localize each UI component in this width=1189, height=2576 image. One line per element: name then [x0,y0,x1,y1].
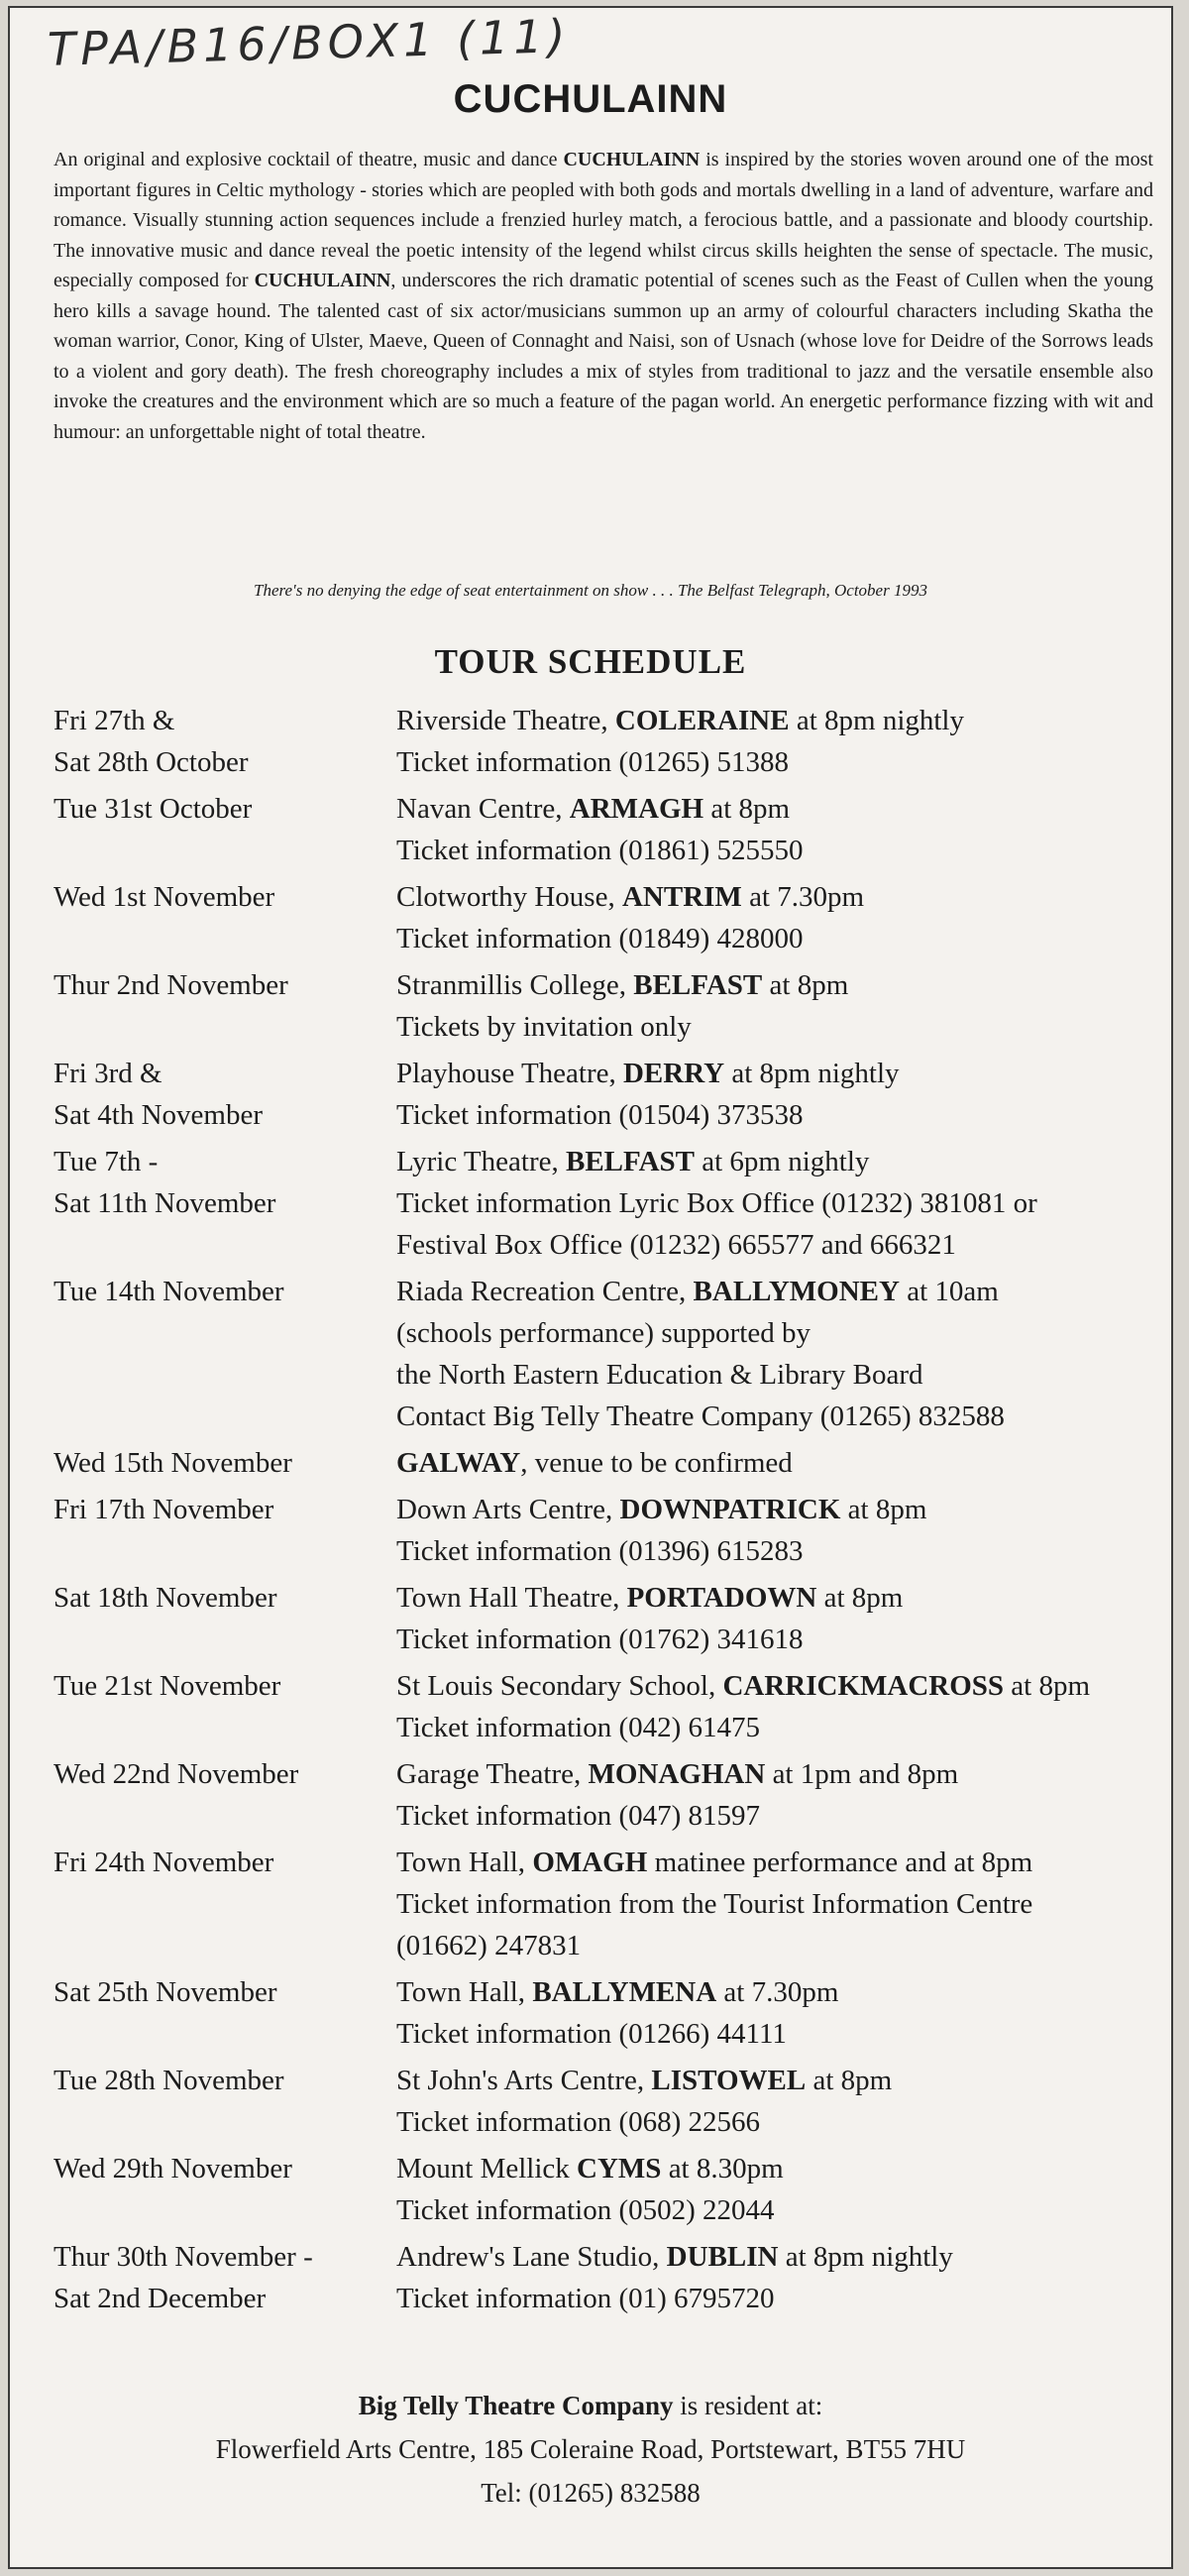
schedule-venue [396,1489,1163,1572]
venue-town: CARRICKMACROSS [722,1670,1005,1702]
venue-name: Town Hall, [396,1976,533,2008]
schedule-row [54,700,1163,783]
venue-name: St John's Arts Centre, [396,2065,652,2096]
venue-name: Town Hall Theatre, [396,1582,627,1614]
venue-name: St Louis Secondary School, [396,1670,723,1702]
venue-line [396,2148,1163,2189]
venue-line [396,2060,1163,2101]
venue-line [396,1577,1163,1619]
date-line: Wed 15th November [54,1447,292,1479]
ticket-info: Ticket information Lyric Box Office (01232) 381081 or [396,1187,1037,1219]
ticket-info: Ticket information (047) 81597 [396,1800,761,1832]
company-name: Big Telly Theatre Company [358,2391,674,2420]
date-line: Wed 1st November [54,881,275,913]
venue-town: DUBLIN [666,2241,779,2273]
venue-name: Playhouse Theatre, [396,1058,623,1089]
schedule-venue [396,1053,1163,1136]
venue-time: at 7.30pm [716,1976,839,2008]
venue-name: Andrew's Lane Studio, [396,2241,667,2273]
date-line: Tue 14th November [54,1276,284,1307]
date-line: Thur 2nd November [54,969,288,1001]
schedule-date [54,1971,396,2055]
schedule-date [54,876,396,959]
schedule-venue [396,2060,1163,2143]
venue-time: at 8pm nightly [724,1058,900,1089]
venue-time: at 8pm [806,2065,893,2096]
schedule-venue [396,1141,1163,1266]
date-line: Sat 25th November [54,1976,277,2008]
venue-name: Mount Mellick [396,2153,578,2184]
schedule-date [54,1665,396,1748]
ticket-info: Ticket information (01861) 525550 [396,835,804,866]
venue-line [396,2236,1163,2278]
ticket-info: Contact Big Telly Theatre Company (01265) 832588 [396,1400,1005,1432]
schedule-date [54,1577,396,1660]
venue-town: GALWAY [396,1447,521,1479]
venue-line [396,876,1163,918]
schedule-date [54,964,396,1048]
schedule-date [54,1271,396,1437]
footer-address: Flowerfield Arts Centre, 185 Coleraine Road, Portstewart, BT55 7HU [215,2434,966,2464]
schedule-date [54,2060,396,2143]
ticket-info: Ticket information (01504) 373538 [396,1099,804,1131]
venue-town: DERRY [622,1058,725,1089]
date-line: Sat 18th November [54,1582,277,1614]
venue-name: Riada Recreation Centre, [396,1276,694,1307]
venue-town: CYMS [577,2153,662,2184]
schedule-venue [396,1753,1163,1837]
ticket-info: Ticket information (01266) 44111 [396,2018,787,2050]
venue-time: at 7.30pm [741,881,865,913]
schedule-date [54,2148,396,2231]
schedule-venue [396,1971,1163,2055]
schedule-venue [396,964,1163,1048]
schedule-row [54,1053,1163,1136]
venue-name: Riverside Theatre, [396,705,615,736]
schedule-date [54,700,396,783]
blurb-text: An original and explosive cocktail of theatre, music and dance [54,149,564,170]
schedule-row [54,1141,1163,1266]
schedule-venue [396,876,1163,959]
venue-time: at 6pm nightly [695,1146,870,1177]
venue-town: DOWNPATRICK [619,1494,841,1525]
venue-line [396,1665,1163,1707]
schedule-venue [396,788,1163,871]
venue-town: BALLYMONEY [693,1276,900,1307]
tour-schedule [54,700,1163,2324]
schedule-venue [396,1442,1163,1484]
schedule-row [54,1971,1163,2055]
venue-line [396,1753,1163,1795]
venue-time: at 8pm nightly [778,2241,953,2273]
date-line: Tue 28th November [54,2065,284,2096]
venue-name: Garage Theatre, [396,1758,589,1790]
schedule-venue [396,2148,1163,2231]
schedule-venue [396,2236,1163,2319]
description-paragraph [54,145,1153,447]
venue-time: at 8.30pm [661,2153,784,2184]
schedule-date [54,2236,396,2319]
schedule-date [54,788,396,871]
schedule-row [54,788,1163,871]
date-line: Wed 22nd November [54,1758,299,1790]
ticket-info: Ticket information from the Tourist Information Centre [396,1888,1033,1920]
date-line: Wed 29th November [54,2153,292,2184]
venue-line [396,1271,1163,1312]
venue-town: ANTRIM [621,881,742,913]
ticket-info: the North Eastern Education & Library Board [396,1359,923,1391]
footer [10,2384,1171,2515]
date-line: Tue 7th - [54,1146,159,1177]
date-line: Sat 11th November [54,1187,276,1219]
schedule-row [54,1753,1163,1837]
schedule-row [54,1577,1163,1660]
venue-time: at 10am [899,1276,999,1307]
ticket-info: Ticket information (01762) 341618 [396,1624,804,1655]
ticket-info: Ticket information (042) 61475 [396,1712,761,1743]
schedule-row [54,2148,1163,2231]
ticket-info: Tickets by invitation only [396,1011,692,1043]
show-name: CUCHULAINN [563,149,701,170]
venue-time: , venue to be confirmed [520,1447,793,1479]
schedule-row [54,1271,1163,1437]
date-line: Fri 3rd & [54,1058,162,1089]
date-line: Sat 4th November [54,1099,264,1131]
venue-town: BALLYMENA [532,1976,717,2008]
venue-time: at 8pm [816,1582,904,1614]
press-quote: There's no denying the edge of seat entertainment on show . . . The Belfast Telegraph, October 1993 [254,581,927,600]
schedule-date [54,1753,396,1837]
ticket-info: Ticket information (0502) 22044 [396,2194,775,2226]
venue-town: PORTADOWN [626,1582,817,1614]
ticket-info: Ticket information (01396) 615283 [396,1535,804,1567]
schedule-row [54,2060,1163,2143]
schedule-heading: TOUR SCHEDULE [434,642,747,681]
venue-line [396,700,1163,741]
venue-time: at 8pm [840,1494,927,1525]
venue-name: Lyric Theatre, [396,1146,566,1177]
venue-time: at 8pm nightly [789,705,964,736]
venue-time: at 1pm and 8pm [765,1758,959,1790]
venue-line [396,1971,1163,2013]
schedule-row [54,2236,1163,2319]
show-name: CUCHULAINN [254,270,391,291]
schedule-row [54,1489,1163,1572]
schedule-row [54,1665,1163,1748]
footer-phone: Tel: (01265) 832588 [481,2478,701,2508]
leaflet-page [8,6,1173,2569]
venue-line [396,1053,1163,1094]
schedule-venue [396,1665,1163,1748]
venue-name: Down Arts Centre, [396,1494,620,1525]
schedule-date [54,1442,396,1484]
ticket-info: Ticket information (01849) 428000 [396,923,804,954]
ticket-info: (01662) 247831 [396,1930,582,1961]
venue-town: MONAGHAN [588,1758,766,1790]
archive-reference: TPA/B16/BOX1 (11) [47,9,572,76]
venue-line [396,964,1163,1006]
venue-town: ARMAGH [569,793,704,825]
venue-town: OMAGH [532,1847,648,1878]
ticket-info: Festival Box Office (01232) 665577 and 666321 [396,1229,956,1261]
date-line: Fri 17th November [54,1494,274,1525]
venue-line [396,1842,1163,1883]
date-line: Fri 27th & [54,705,175,736]
venue-line [396,1141,1163,1182]
venue-name: Clotworthy House, [396,881,622,913]
venue-line [396,788,1163,830]
schedule-venue [396,1842,1163,1966]
ticket-info: Ticket information (01) 6795720 [396,2283,775,2314]
blurb-text: is inspired by the stories woven around one of the most important figures in Celtic mythology - stories which are peopled with both gods and mortals dwelling in a land of adventure, warfare and romance. Visually stunning action sequences include a frenzied hurley match, a ferocious battle, and a passionate and bloody courtship. The innovative music and dance reveal the poetic intensity of the legend whilst circus skills heighten the sense of spectacle. The music, especially composed for [54,149,1153,291]
schedule-venue [396,700,1163,783]
ticket-info: Ticket information (068) 22566 [396,2106,761,2138]
ticket-info: (schools performance) supported by [396,1317,811,1349]
venue-town: BELFAST [633,969,763,1001]
venue-time: at 8pm [703,793,791,825]
venue-town: COLERAINE [614,705,790,736]
ticket-info: Ticket information (01265) 51388 [396,746,790,778]
resident-text: is resident at: [673,2391,823,2420]
date-line: Tue 21st November [54,1670,281,1702]
venue-line [396,1442,1163,1484]
venue-time: at 8pm [1004,1670,1091,1702]
date-line: Thur 30th November - [54,2241,313,2273]
schedule-row [54,1842,1163,1966]
date-line: Fri 24th November [54,1847,274,1878]
page-title: CUCHULAINN [453,77,728,121]
date-line: Sat 2nd December [54,2283,267,2314]
schedule-date [54,1141,396,1266]
date-line: Tue 31st October [54,793,253,825]
schedule-date [54,1842,396,1966]
schedule-venue [396,1577,1163,1660]
venue-time: matinee performance and at 8pm [647,1847,1033,1878]
date-line: Sat 28th October [54,746,249,778]
venue-name: Stranmillis College, [396,969,634,1001]
venue-town: LISTOWEL [651,2065,807,2096]
blurb-text: , underscores the rich dramatic potential of scenes such as the Feast of Cullen when the young hero kills a savage hound. The talented cast of six actor/musicians summon up an army of colourful characters including Skatha the woman warrior, Conor, King of Ulster, Maeve, Queen of Connaght and Naisi, son of Usnach (whose love for Deidre of the Sorrows leads to a violent and gory death). The fresh choreography includes a mix of styles from traditional to jazz and the versatile ensemble also invoke the creatures and the environment which are so much a feature of the pagan world. An energetic performance fizzing with wit and humour: an unforgettable night of total theatre. [54,270,1153,443]
footer-company-line [10,2384,1171,2427]
schedule-row [54,1442,1163,1484]
venue-name: Navan Centre, [396,793,570,825]
schedule-venue [396,1271,1163,1437]
venue-line [396,1489,1163,1530]
schedule-date [54,1489,396,1572]
venue-town: BELFAST [565,1146,695,1177]
schedule-row [54,964,1163,1048]
venue-name: Town Hall, [396,1847,533,1878]
schedule-row [54,876,1163,959]
schedule-date [54,1053,396,1136]
venue-time: at 8pm [762,969,849,1001]
